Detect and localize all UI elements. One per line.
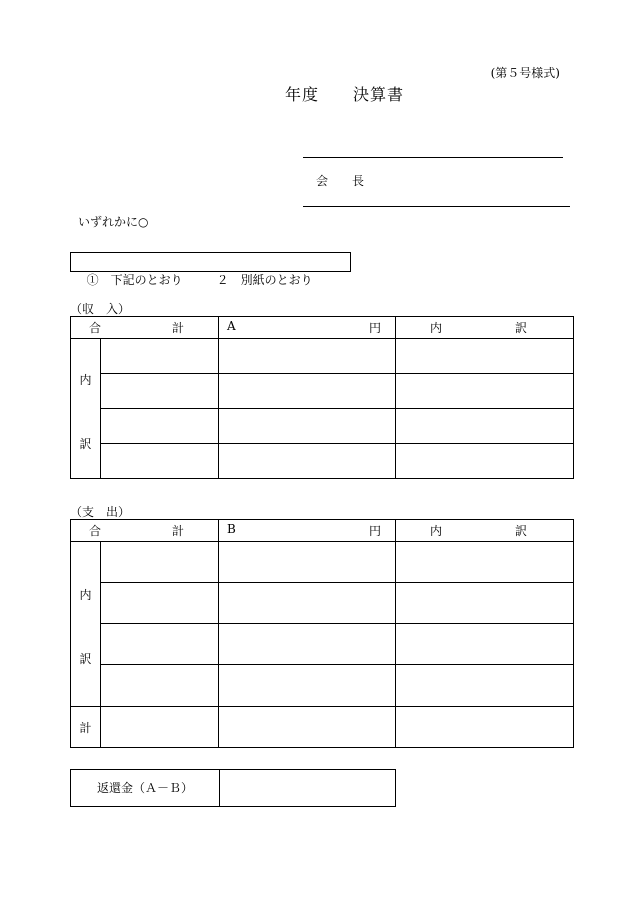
expense-breakdown-side-label: 内 訳	[71, 542, 101, 707]
expense-total-label: 合 計	[71, 520, 219, 542]
income-row-4-detail[interactable]	[396, 444, 574, 479]
expense-row-3-item[interactable]	[101, 624, 219, 665]
expense-row-4-detail[interactable]	[396, 665, 574, 707]
expense-row-2-detail[interactable]	[396, 583, 574, 624]
expense-row-1-amount[interactable]	[219, 542, 396, 583]
refund-box	[70, 769, 396, 807]
income-row-3-item[interactable]	[101, 409, 219, 444]
refund-label: 返還金（Ａ－Ｂ）	[71, 770, 220, 806]
expense-breakdown-header: 内 訳	[396, 520, 574, 542]
income-row-3-detail[interactable]	[396, 409, 574, 444]
option-separate-sheet[interactable]: ２ 別紙のとおり	[216, 273, 313, 287]
income-total-label: 合 計	[71, 317, 219, 339]
income-row-4-amount[interactable]	[219, 444, 396, 479]
expense-subtotal-amount[interactable]	[219, 707, 396, 748]
expense-row-1-item[interactable]	[101, 542, 219, 583]
signature-top-line	[303, 157, 563, 158]
income-row-2-item[interactable]	[101, 374, 219, 409]
income-table	[70, 316, 574, 479]
income-total-amount[interactable]: A 円	[219, 317, 396, 339]
income-breakdown-header: 内 訳	[396, 317, 574, 339]
signature-line	[303, 206, 570, 207]
expense-subtotal-detail[interactable]	[396, 707, 574, 748]
selection-instruction: いずれかに○	[78, 215, 149, 229]
income-row-4-item[interactable]	[101, 444, 219, 479]
expense-table	[70, 519, 574, 748]
selection-options-box	[70, 252, 351, 287]
income-row-2-detail[interactable]	[396, 374, 574, 409]
expense-row-1-detail[interactable]	[396, 542, 574, 583]
expense-row-2-item[interactable]	[101, 583, 219, 624]
expense-row-3-amount[interactable]	[219, 624, 396, 665]
income-row-1-detail[interactable]	[396, 339, 574, 374]
income-row-2-amount[interactable]	[219, 374, 396, 409]
expense-row-3-detail[interactable]	[396, 624, 574, 665]
expense-row-4-amount[interactable]	[219, 665, 396, 707]
expense-row-2-amount[interactable]	[219, 583, 396, 624]
expense-subtotal-item[interactable]	[101, 707, 219, 748]
refund-amount-field[interactable]	[220, 770, 395, 806]
income-row-1-amount[interactable]	[219, 339, 396, 374]
income-section-label: （収 入）	[70, 302, 131, 316]
income-breakdown-side-label: 内 訳	[71, 339, 101, 479]
expense-row-4-item[interactable]	[101, 665, 219, 707]
expense-subtotal-label: 計	[71, 707, 101, 748]
chairperson-label: 会 長	[316, 174, 365, 188]
option-as-below[interactable]: ① 下記のとおり	[86, 273, 183, 287]
income-row-3-amount[interactable]	[219, 409, 396, 444]
expense-total-amount[interactable]: B 円	[219, 520, 396, 542]
expense-section-label: （支 出）	[70, 505, 131, 519]
page-title: 年度 決算書	[285, 85, 405, 104]
income-row-1-item[interactable]	[101, 339, 219, 374]
form-number: (第５号様式)	[490, 66, 560, 80]
